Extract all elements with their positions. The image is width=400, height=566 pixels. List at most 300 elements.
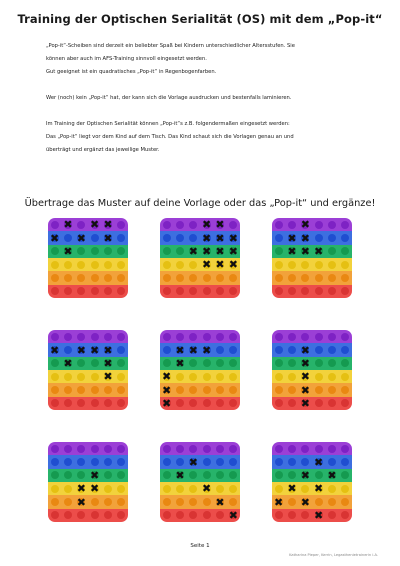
popit-bubble xyxy=(163,247,171,255)
popit-bubble xyxy=(176,261,184,269)
cross-mark-icon: ✖ xyxy=(314,482,324,496)
cross-mark-icon: ✖ xyxy=(228,508,238,522)
popit-bubble xyxy=(315,346,323,354)
popit-bubble xyxy=(64,333,72,341)
intro-line: „Pop-it“-Scheiben sind derzeit ein beliebter Spaß bei Kindern unterschiedlicher Altersstufen. Sie xyxy=(46,43,295,49)
intro-line: können aber auch im AFS-Training sinnvoll eingesetzt werden. xyxy=(46,56,207,62)
popit-bubble xyxy=(203,471,211,479)
popit-bubble xyxy=(51,274,59,282)
popit-bubble xyxy=(189,485,197,493)
popit-bubble xyxy=(189,333,197,341)
popit-color-band xyxy=(48,455,128,469)
popit-bubble xyxy=(216,458,224,466)
instruction-text: Übertrage das Muster auf deine Vorlage oder das „Pop-it“ und ergänze! xyxy=(24,198,376,209)
cross-mark-icon: ✖ xyxy=(76,343,86,357)
popit-color-band xyxy=(160,495,240,509)
popit-bubble xyxy=(163,346,171,354)
popit-color-band xyxy=(272,482,352,496)
popit-bubble xyxy=(341,221,349,229)
popit-board-8 xyxy=(160,442,240,522)
cross-mark-icon: ✖ xyxy=(50,231,60,245)
cross-mark-icon: ✖ xyxy=(300,396,310,410)
popit-color-band xyxy=(272,370,352,384)
popit-bubble xyxy=(64,346,72,354)
popit-bubble xyxy=(203,373,211,381)
popit-bubble xyxy=(275,359,283,367)
popit-color-band xyxy=(272,383,352,397)
intro-line: überträgt und ergänzt das jeweilige Muster. xyxy=(46,147,160,153)
popit-board-6 xyxy=(272,330,352,410)
popit-bubble xyxy=(77,373,85,381)
popit-bubble xyxy=(315,261,323,269)
popit-color-band xyxy=(160,285,240,298)
popit-bubble xyxy=(315,471,323,479)
popit-bubble xyxy=(315,234,323,242)
popit-board-3 xyxy=(272,218,352,298)
intro-line: Das „Pop-it“ liegt vor dem Kind auf dem Tisch. Das Kind schaut sich die Vorlagen genau an und xyxy=(46,134,294,140)
popit-color-band xyxy=(160,469,240,483)
popit-bubble xyxy=(328,386,336,394)
cross-mark-icon: ✖ xyxy=(63,356,73,370)
popit-bubble xyxy=(91,261,99,269)
popit-bubble xyxy=(77,221,85,229)
popit-bubble xyxy=(341,445,349,453)
popit-bubble xyxy=(163,234,171,242)
popit-color-band xyxy=(48,271,128,285)
popit-bubble xyxy=(104,458,112,466)
popit-bubble xyxy=(315,274,323,282)
popit-bubble xyxy=(117,445,125,453)
popit-bubble xyxy=(216,485,224,493)
popit-bubble xyxy=(189,373,197,381)
popit-bubble xyxy=(64,386,72,394)
author-credit: Katharina Pieper, Kerrin, Legasthenietrainerin i.A. xyxy=(289,553,378,557)
popit-color-band xyxy=(272,343,352,357)
popit-bubble xyxy=(176,274,184,282)
popit-bubble xyxy=(328,485,336,493)
popit-bubble xyxy=(288,445,296,453)
popit-color-band xyxy=(48,469,128,483)
popit-bubble xyxy=(328,458,336,466)
popit-color-band xyxy=(272,357,352,371)
popit-bubble xyxy=(91,386,99,394)
popit-bubble xyxy=(229,445,237,453)
popit-bubble xyxy=(117,333,125,341)
cross-mark-icon: ✖ xyxy=(63,218,73,232)
intro-paragraph-1 xyxy=(46,40,366,79)
cross-mark-icon: ✖ xyxy=(50,343,60,357)
cross-mark-icon: ✖ xyxy=(215,495,225,509)
popit-bubble xyxy=(163,498,171,506)
popit-color-band xyxy=(272,285,352,298)
popit-bubble xyxy=(275,485,283,493)
popit-bubble xyxy=(203,274,211,282)
popit-bubble xyxy=(91,445,99,453)
cross-mark-icon: ✖ xyxy=(103,343,113,357)
cross-mark-icon: ✖ xyxy=(188,343,198,357)
cross-mark-icon: ✖ xyxy=(274,495,284,509)
intro-line: Im Training der Optischen Serialität können „Pop-it“s z.B. folgendermaßen eingesetzt werden: xyxy=(46,121,290,127)
cross-mark-icon: ✖ xyxy=(300,343,310,357)
popit-bubble xyxy=(275,458,283,466)
popit-bubble xyxy=(176,485,184,493)
popit-bubble xyxy=(328,373,336,381)
popit-bubble xyxy=(64,485,72,493)
popit-bubble xyxy=(288,333,296,341)
cross-mark-icon: ✖ xyxy=(314,244,324,258)
cross-mark-icon: ✖ xyxy=(287,231,297,245)
popit-bubble xyxy=(163,333,171,341)
cross-mark-icon: ✖ xyxy=(175,343,185,357)
cross-mark-icon: ✖ xyxy=(202,343,212,357)
popit-color-band xyxy=(272,455,352,469)
popit-bubble xyxy=(229,333,237,341)
popit-bubble xyxy=(315,498,323,506)
popit-bubble xyxy=(275,399,283,407)
popit-bubble xyxy=(117,373,125,381)
popit-bubble xyxy=(163,511,171,519)
cross-mark-icon: ✖ xyxy=(76,231,86,245)
popit-bubble xyxy=(91,359,99,367)
cross-mark-icon: ✖ xyxy=(162,383,172,397)
popit-bubble xyxy=(64,261,72,269)
popit-bubble xyxy=(91,399,99,407)
popit-bubble xyxy=(341,333,349,341)
popit-bubble xyxy=(216,333,224,341)
intro-text xyxy=(46,40,366,170)
popit-bubble xyxy=(203,498,211,506)
popit-bubble xyxy=(104,485,112,493)
cross-mark-icon: ✖ xyxy=(228,231,238,245)
cross-mark-icon: ✖ xyxy=(103,370,113,384)
popit-bubble xyxy=(104,261,112,269)
popit-color-band xyxy=(160,357,240,371)
cross-mark-icon: ✖ xyxy=(300,244,310,258)
popit-bubble xyxy=(176,445,184,453)
popit-bubble xyxy=(117,261,125,269)
popit-bubble xyxy=(104,498,112,506)
popit-bubble xyxy=(64,234,72,242)
popit-bubble xyxy=(288,274,296,282)
popit-color-band xyxy=(160,482,240,496)
cross-mark-icon: ✖ xyxy=(314,455,324,469)
cross-mark-icon: ✖ xyxy=(202,258,212,272)
popit-color-band xyxy=(272,258,352,272)
popit-bubble xyxy=(341,373,349,381)
popit-bubble xyxy=(189,261,197,269)
popit-color-band xyxy=(48,397,128,410)
popit-bubble xyxy=(163,458,171,466)
popit-bubble xyxy=(301,485,309,493)
popit-color-band xyxy=(48,357,128,371)
cross-mark-icon: ✖ xyxy=(162,370,172,384)
cross-mark-icon: ✖ xyxy=(90,482,100,496)
popit-bubble xyxy=(203,386,211,394)
cross-mark-icon: ✖ xyxy=(175,468,185,482)
popit-bubble xyxy=(163,221,171,229)
popit-bubble xyxy=(275,511,283,519)
cross-mark-icon: ✖ xyxy=(188,244,198,258)
page-number: Seite 1 xyxy=(190,543,210,549)
popit-bubble xyxy=(91,333,99,341)
popit-bubble xyxy=(91,274,99,282)
popit-bubble xyxy=(176,386,184,394)
cross-mark-icon: ✖ xyxy=(202,482,212,496)
popit-bubble xyxy=(203,333,211,341)
cross-mark-icon: ✖ xyxy=(202,231,212,245)
popit-color-band xyxy=(48,509,128,522)
popit-bubble xyxy=(315,359,323,367)
popit-bubble xyxy=(64,373,72,381)
popit-bubble xyxy=(163,274,171,282)
popit-bubble xyxy=(315,221,323,229)
cross-mark-icon: ✖ xyxy=(103,356,113,370)
popit-color-band xyxy=(48,482,128,496)
popit-color-band xyxy=(160,218,240,232)
popit-bubble xyxy=(64,458,72,466)
popit-bubble xyxy=(328,498,336,506)
intro-paragraph-3 xyxy=(46,118,366,157)
popit-bubble xyxy=(91,234,99,242)
popit-bubble xyxy=(91,458,99,466)
popit-bubble xyxy=(275,346,283,354)
popit-bubble xyxy=(77,445,85,453)
popit-bubble xyxy=(341,261,349,269)
popit-board-9 xyxy=(272,442,352,522)
popit-color-band xyxy=(160,455,240,469)
popit-bubble xyxy=(51,359,59,367)
popit-bubble xyxy=(216,445,224,453)
cross-mark-icon: ✖ xyxy=(188,455,198,469)
popit-bubble xyxy=(104,274,112,282)
popit-bubble xyxy=(117,221,125,229)
popit-bubble xyxy=(91,373,99,381)
popit-bubble xyxy=(51,485,59,493)
popit-color-band xyxy=(272,442,352,456)
popit-bubble xyxy=(216,274,224,282)
popit-bubble xyxy=(104,333,112,341)
popit-bubble xyxy=(275,287,283,295)
cross-mark-icon: ✖ xyxy=(327,468,337,482)
popit-bubble xyxy=(104,386,112,394)
popit-board-2 xyxy=(160,218,240,298)
popit-bubble xyxy=(301,333,309,341)
popit-bubble xyxy=(203,458,211,466)
popit-color-band xyxy=(272,245,352,259)
popit-bubble xyxy=(91,247,99,255)
cross-mark-icon: ✖ xyxy=(287,244,297,258)
popit-bubble xyxy=(301,261,309,269)
popit-bubble xyxy=(315,287,323,295)
popit-bubble xyxy=(51,386,59,394)
cross-mark-icon: ✖ xyxy=(300,356,310,370)
popit-color-band xyxy=(272,271,352,285)
popit-color-band xyxy=(272,509,352,522)
popit-bubble xyxy=(163,287,171,295)
popit-bubble xyxy=(341,485,349,493)
popit-color-band xyxy=(48,370,128,384)
popit-bubble xyxy=(163,445,171,453)
popit-bubble xyxy=(288,458,296,466)
popit-bubble xyxy=(203,287,211,295)
popit-bubble xyxy=(315,373,323,381)
popit-bubble xyxy=(275,221,283,229)
popit-bubble xyxy=(229,221,237,229)
popit-bubble xyxy=(275,386,283,394)
cross-mark-icon: ✖ xyxy=(215,231,225,245)
popit-bubble xyxy=(176,221,184,229)
popit-bubble xyxy=(51,287,59,295)
popit-bubble xyxy=(51,247,59,255)
cross-mark-icon: ✖ xyxy=(300,231,310,245)
popit-bubble xyxy=(216,386,224,394)
popit-bubble xyxy=(203,445,211,453)
popit-bubble xyxy=(163,471,171,479)
popit-color-band xyxy=(272,397,352,410)
popit-bubble xyxy=(315,445,323,453)
popit-color-band xyxy=(48,442,128,456)
popit-bubble xyxy=(51,399,59,407)
cross-mark-icon: ✖ xyxy=(90,218,100,232)
popit-bubble xyxy=(315,333,323,341)
popit-bubble xyxy=(315,399,323,407)
popit-bubble xyxy=(275,261,283,269)
popit-bubble xyxy=(104,445,112,453)
popit-bubble xyxy=(328,346,336,354)
popit-bubble xyxy=(77,261,85,269)
popit-bubble xyxy=(51,445,59,453)
popit-bubble xyxy=(315,386,323,394)
popit-color-band xyxy=(48,285,128,298)
popit-color-band xyxy=(160,343,240,357)
popit-color-band xyxy=(48,383,128,397)
popit-bubble xyxy=(328,333,336,341)
popit-bubble xyxy=(91,511,99,519)
popit-color-band xyxy=(160,442,240,456)
popit-bubble xyxy=(328,274,336,282)
popit-bubble xyxy=(203,399,211,407)
popit-bubble xyxy=(51,261,59,269)
popit-bubble xyxy=(51,511,59,519)
popit-bubble xyxy=(203,511,211,519)
cross-mark-icon: ✖ xyxy=(215,244,225,258)
intro-line: Gut geeignet ist ein quadratisches „Pop-it“ in Regenbogenfarben. xyxy=(46,69,217,75)
popit-bubble xyxy=(275,373,283,381)
cross-mark-icon: ✖ xyxy=(228,244,238,258)
popit-bubble xyxy=(288,261,296,269)
popit-bubble xyxy=(301,445,309,453)
cross-mark-icon: ✖ xyxy=(175,356,185,370)
popit-bubble xyxy=(64,498,72,506)
cross-mark-icon: ✖ xyxy=(162,396,172,410)
popit-bubble xyxy=(229,485,237,493)
cross-mark-icon: ✖ xyxy=(215,258,225,272)
popit-bubble xyxy=(328,221,336,229)
cross-mark-icon: ✖ xyxy=(300,218,310,232)
popit-bubble xyxy=(51,471,59,479)
popit-color-band xyxy=(48,330,128,344)
popit-bubble xyxy=(229,373,237,381)
popit-bubble xyxy=(51,333,59,341)
cross-mark-icon: ✖ xyxy=(103,218,113,232)
popit-bubble xyxy=(288,221,296,229)
cross-mark-icon: ✖ xyxy=(300,370,310,384)
cross-mark-icon: ✖ xyxy=(300,495,310,509)
cross-mark-icon: ✖ xyxy=(228,258,238,272)
cross-mark-icon: ✖ xyxy=(300,468,310,482)
popit-bubble xyxy=(163,359,171,367)
popit-bubble xyxy=(163,485,171,493)
popit-bubble xyxy=(328,445,336,453)
popit-bubble xyxy=(176,373,184,381)
cross-mark-icon: ✖ xyxy=(314,508,324,522)
cross-mark-icon: ✖ xyxy=(76,482,86,496)
popit-bubble xyxy=(176,458,184,466)
cross-mark-icon: ✖ xyxy=(90,468,100,482)
cross-mark-icon: ✖ xyxy=(300,383,310,397)
popit-bubble xyxy=(275,247,283,255)
popit-bubble xyxy=(275,274,283,282)
popit-bubble xyxy=(117,485,125,493)
cross-mark-icon: ✖ xyxy=(202,244,212,258)
intro-line: Wer (noch) kein „Pop-it“ hat, der kann sich die Vorlage ausdrucken und bestenfalls laminieren. xyxy=(46,95,292,101)
popit-color-band xyxy=(160,271,240,285)
popit-bubble xyxy=(216,373,224,381)
popit-bubble xyxy=(288,386,296,394)
popit-bubble xyxy=(275,445,283,453)
popit-bubble xyxy=(288,498,296,506)
popit-bubble xyxy=(176,234,184,242)
popit-color-band xyxy=(272,218,352,232)
popit-bubble xyxy=(275,471,283,479)
popit-bubble xyxy=(275,234,283,242)
popit-color-band xyxy=(48,245,128,259)
popit-bubble xyxy=(91,498,99,506)
popit-bubble xyxy=(189,221,197,229)
page-title: Training der Optischen Serialität (OS) mit dem „Pop-it“ xyxy=(17,12,383,26)
popit-color-band xyxy=(48,218,128,232)
popit-bubble xyxy=(51,458,59,466)
popit-color-band xyxy=(272,330,352,344)
popit-bubble xyxy=(189,445,197,453)
popit-bubble xyxy=(328,261,336,269)
popit-bubble xyxy=(51,373,59,381)
popit-bubble xyxy=(328,234,336,242)
popit-color-band xyxy=(272,231,352,245)
popit-bubble xyxy=(163,261,171,269)
popit-board-7 xyxy=(48,442,128,522)
popit-board-1 xyxy=(48,218,128,298)
popit-bubble xyxy=(176,333,184,341)
popit-bubble xyxy=(176,498,184,506)
popit-grid xyxy=(48,218,362,522)
popit-bubble xyxy=(51,498,59,506)
cross-mark-icon: ✖ xyxy=(90,343,100,357)
popit-bubble xyxy=(288,346,296,354)
popit-board-5 xyxy=(160,330,240,410)
popit-board-4 xyxy=(48,330,128,410)
popit-bubble xyxy=(275,333,283,341)
popit-bubble xyxy=(91,287,99,295)
popit-bubble xyxy=(216,346,224,354)
popit-bubble xyxy=(64,445,72,453)
popit-bubble xyxy=(51,221,59,229)
cross-mark-icon: ✖ xyxy=(287,482,297,496)
cross-mark-icon: ✖ xyxy=(103,231,113,245)
popit-color-band xyxy=(272,469,352,483)
popit-color-band xyxy=(48,495,128,509)
popit-color-band xyxy=(160,330,240,344)
